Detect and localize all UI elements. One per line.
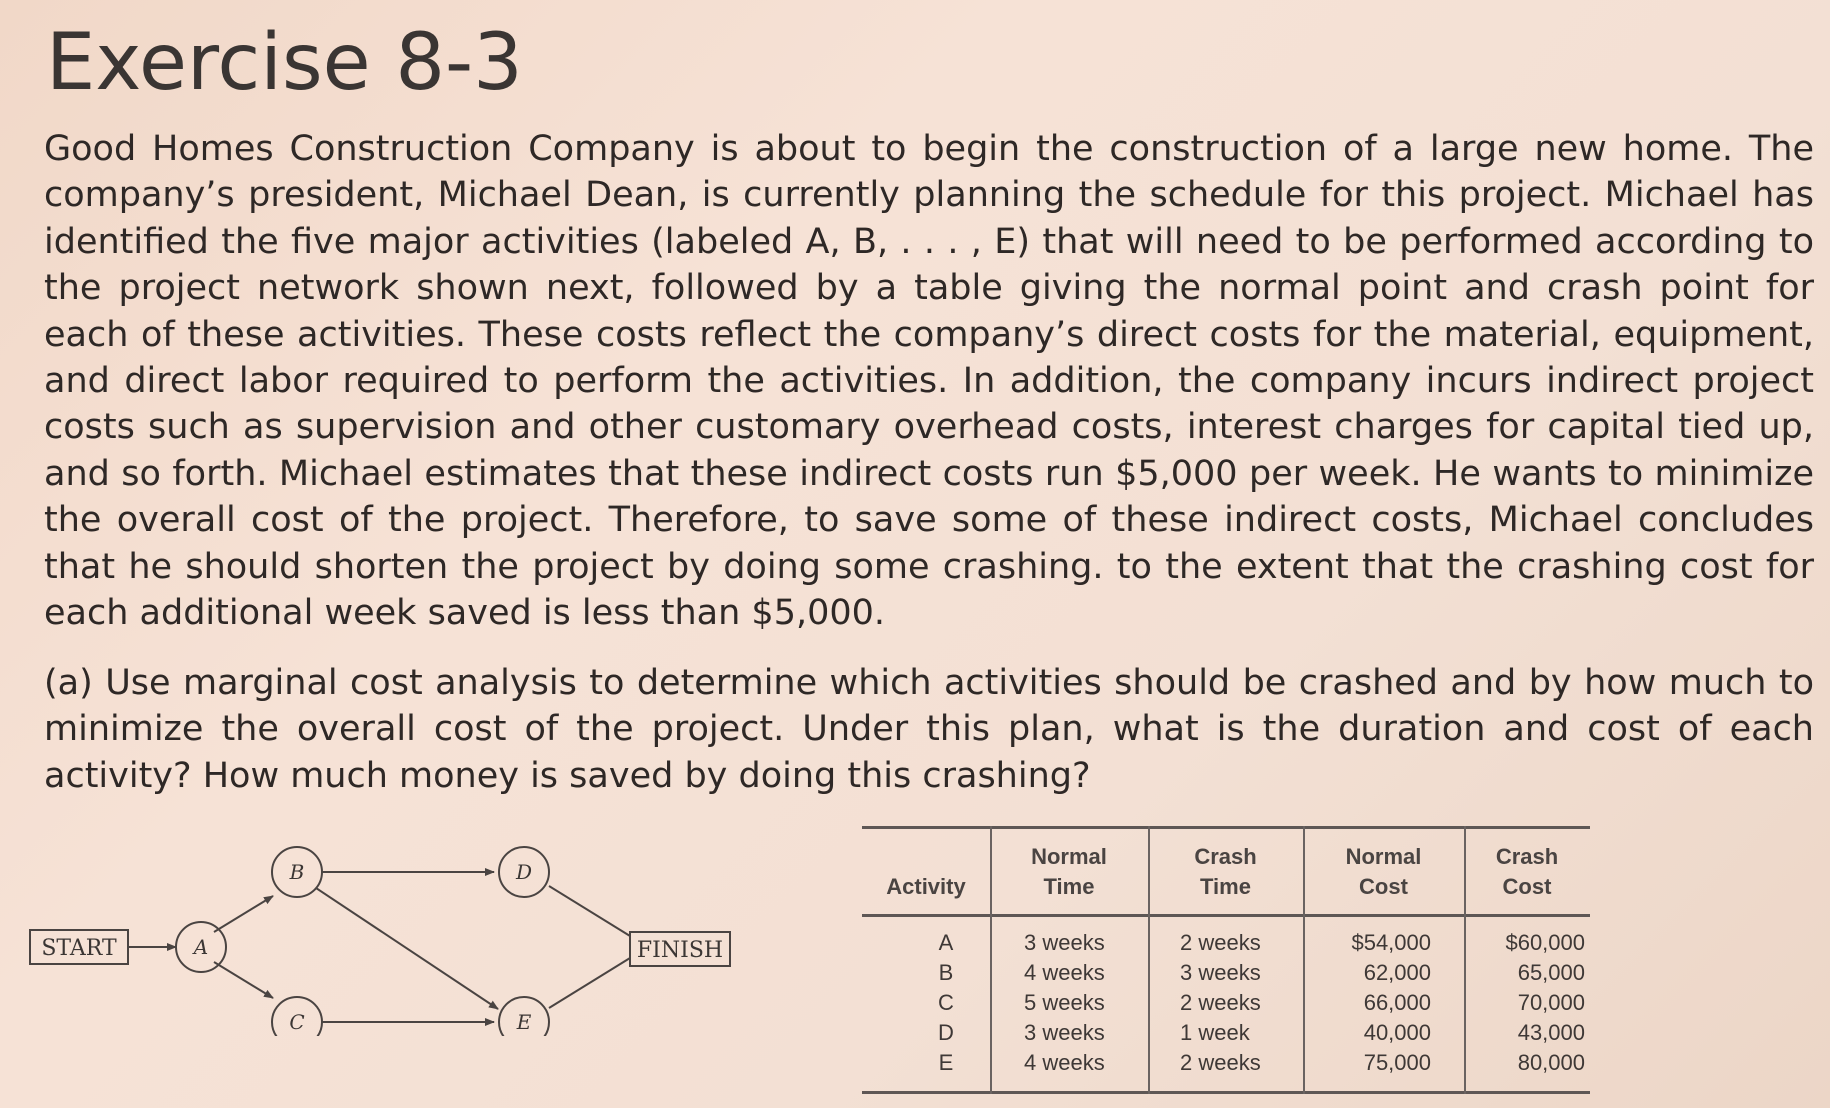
- table-header-rule: [862, 914, 1590, 917]
- node-c-label: C: [289, 1010, 305, 1034]
- table-cell-normal-cost: 62,000: [1363, 960, 1431, 985]
- header-activity: Activity: [886, 874, 966, 899]
- table-cell-normal-cost: $54,000: [1351, 930, 1431, 955]
- header-normal-time: Normal Time: [1031, 844, 1107, 899]
- table-cell-normal-time: 4 weeks: [1024, 960, 1105, 985]
- table-cell-crash-time: 1 week: [1180, 1020, 1250, 1045]
- table-cell-activity: B: [938, 960, 954, 985]
- table-top-rule: [862, 826, 1590, 829]
- table-cell-crash-cost: 80,000: [1517, 1050, 1585, 1075]
- node-d-label: D: [515, 860, 533, 884]
- normal-time-column: [1024, 928, 1144, 1078]
- table-cell-crash-cost: 70,000: [1517, 990, 1585, 1015]
- table-cell-crash-cost: 43,000: [1517, 1020, 1585, 1045]
- header-crash-cost: Crash Cost: [1495, 844, 1559, 899]
- node-c: [272, 997, 322, 1036]
- header-normal-cost: Normal Cost: [1345, 844, 1422, 899]
- crash-time-column: [1180, 928, 1300, 1078]
- node-e-label: E: [516, 1010, 532, 1034]
- node-e: [499, 997, 549, 1036]
- table-cell-normal-time: 3 weeks: [1024, 1020, 1105, 1045]
- table-cell-activity: A: [938, 930, 954, 955]
- table-cell-activity: C: [938, 990, 954, 1015]
- exercise-title: Exercise 8-3: [46, 18, 523, 108]
- node-a-label: A: [193, 935, 209, 959]
- table-bottom-rule: [862, 1091, 1590, 1094]
- table-cell-normal-time: 5 weeks: [1024, 990, 1105, 1015]
- project-network-diagram: [26, 846, 736, 1036]
- start-label: START: [41, 936, 117, 961]
- table-cell-normal-cost: 75,000: [1363, 1050, 1431, 1075]
- table-cell-normal-cost: 66,000: [1363, 990, 1431, 1015]
- finish-label: FINISH: [636, 938, 724, 963]
- table-cell-normal-cost: 40,000: [1363, 1020, 1431, 1045]
- problem-paragraph: Good Homes Construction Company is about to begin the construction of a large new home. The company’s president, Michael Dean, is currently planning the schedule for this project. Michael has identified the five major activities (labeled A, B, . . . , E) that will need to be performed according to the project network shown next, followed by a table giving the normal point and crash point for each of these activities. These costs reflect the company’s direct costs for the material, equipment, and direct labor required to perform the activities. In addition, the company incurs indirect project costs such as supervision and other customary overhead costs, interest charges for capital tied up, and so forth. Michael estimates that these indirect costs run $5,000 per week. He wants to minimize the overall cost of the project. Therefore, to save some of these indirect costs, Michael concludes that he should shorten the project by doing some crashing. to the extent that the crashing cost for each additional week saved is less than $5,000.: [44, 129, 1814, 634]
- node-d: [499, 847, 549, 897]
- header-crash-time: Crash Time: [1194, 844, 1257, 899]
- table-cell-crash-cost: $60,000: [1505, 930, 1585, 955]
- start-box: [30, 930, 128, 964]
- normal-cost-column: [1303, 928, 1431, 1078]
- table-cell-crash-time: 2 weeks: [1180, 1050, 1261, 1075]
- finish-box: [630, 932, 730, 966]
- activity-cost-table: [862, 826, 1590, 1094]
- activity-column: [862, 928, 990, 1078]
- edge-a-b: [214, 896, 273, 932]
- table-cell-crash-cost: 65,000: [1517, 960, 1585, 985]
- table-cell-crash-time: 2 weeks: [1180, 990, 1261, 1015]
- edge-d-finish: [549, 886, 630, 936]
- edge-e-finish: [549, 958, 630, 1008]
- table-cell-crash-time: 3 weeks: [1180, 960, 1261, 985]
- question-a-paragraph: (a) Use marginal cost analysis to determine which activities should be crashed and by how much to minimize the overall cost of the project. Under this plan, what is the duration and cost of each activity? How much money is saved by doing this crashing?: [44, 663, 1814, 796]
- table-cell-activity: E: [938, 1050, 954, 1075]
- table-cell-normal-time: 3 weeks: [1024, 930, 1105, 955]
- edge-a-c: [214, 962, 273, 998]
- edge-b-e: [316, 888, 498, 1009]
- node-a: [176, 922, 226, 972]
- crash-cost-column: [1464, 928, 1585, 1078]
- table-cell-activity: D: [938, 1020, 954, 1045]
- node-b-label: B: [289, 860, 305, 884]
- table-cell-crash-time: 2 weeks: [1180, 930, 1261, 955]
- node-b: [272, 847, 322, 897]
- table-cell-normal-time: 4 weeks: [1024, 1050, 1105, 1075]
